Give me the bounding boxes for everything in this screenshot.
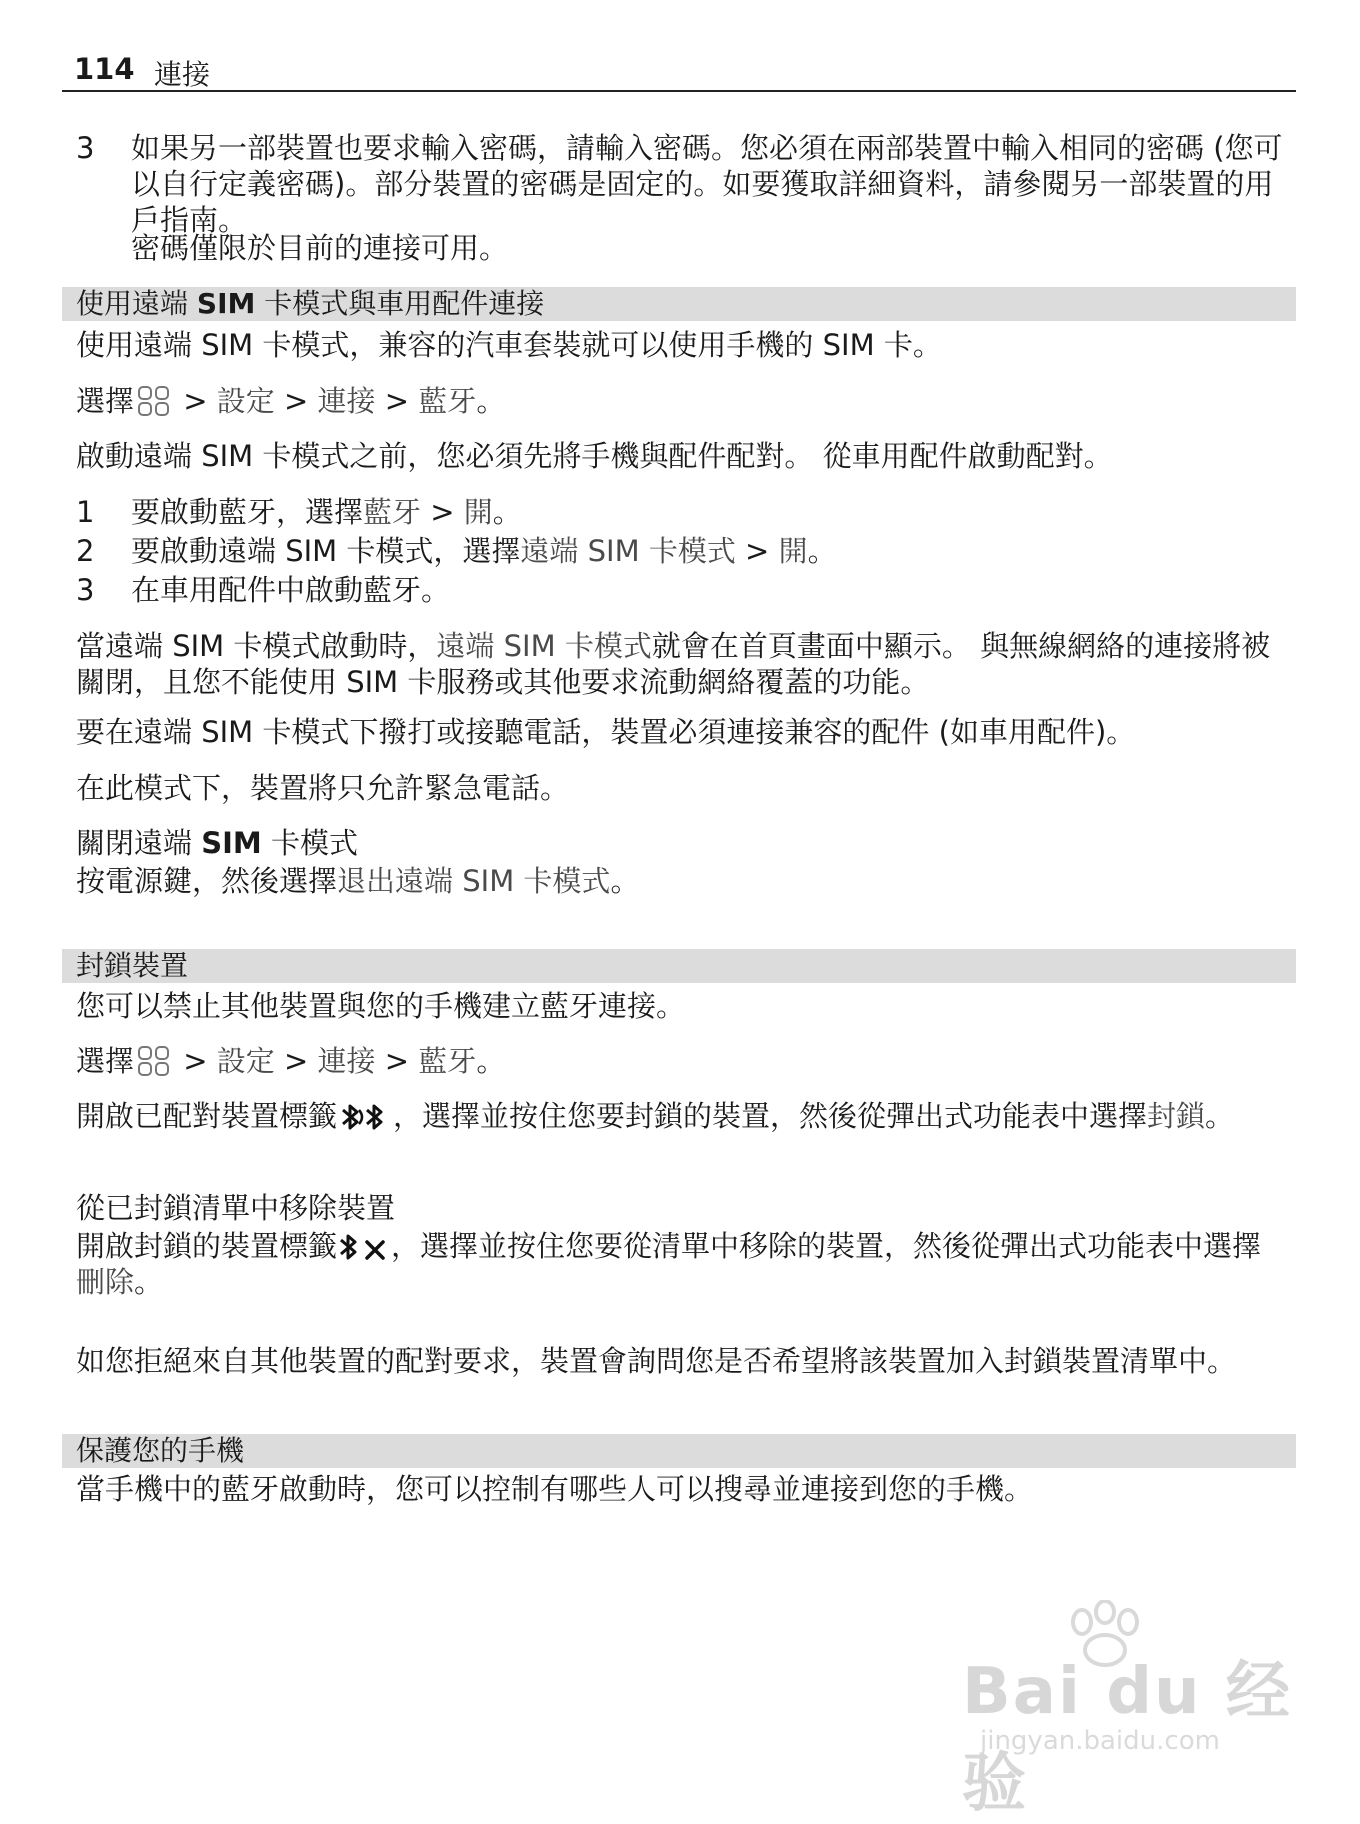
section-title: 封鎖裝置 — [76, 949, 189, 982]
path-connectivity: 連接 — [317, 384, 376, 418]
sim-emergency-text: 在此模式下，裝置將只允許緊急電話。 — [76, 771, 570, 805]
step-number: 2 — [76, 534, 95, 568]
menu-icon — [136, 385, 172, 417]
step-text: 如果另一部裝置也要求輸入密碼，請輸入密碼。您必須在兩部裝置中輸入相同的密碼 (您可以自行定義密碼)。部分裝置的密碼是固定的。如要獲取詳細資料，請參閱另一部裝置的用戶指南。 — [131, 131, 1283, 237]
step-note: 密碼僅限於目前的連接可用。 — [131, 231, 509, 265]
path-bluetooth: 藍牙 — [418, 384, 477, 418]
sim-intro: 使用遠端 SIM 卡模式，兼容的汽車套裝就可以使用手機的 SIM 卡。 — [76, 328, 942, 362]
block-intro: 您可以禁止其他裝置與您的手機建立藍牙連接。 — [76, 989, 686, 1023]
settings-path: 選擇 > 設定 > 連接 > 藍牙。 — [76, 1044, 506, 1078]
subheading-remove-blocked: 從已封鎖清單中移除裝置 — [76, 1191, 396, 1225]
settings-path: 選擇 > 設定 > 連接 > 藍牙。 — [76, 384, 506, 418]
section-bar-protect-phone — [62, 1434, 1296, 1468]
menu-icon — [136, 1045, 172, 1077]
section-title: 使用遠端 SIM 卡模式與車用配件連接 — [76, 287, 545, 320]
section-bar-block-devices — [62, 949, 1296, 983]
sim-calls-text: 要在遠端 SIM 卡模式下撥打或接聽電話，裝置必須連接兼容的配件 (如車用配件)。 — [76, 715, 1136, 749]
blocked-devices-bluetooth-icon — [337, 1232, 391, 1262]
step-number: 3 — [76, 573, 95, 607]
step-number: 1 — [76, 495, 95, 529]
path-settings: 設定 — [216, 384, 275, 418]
baidu-watermark — [940, 1600, 1300, 1821]
step-text: 要啟動遠端 SIM 卡模式，選擇遠端 SIM 卡模式 > 開。 — [131, 534, 837, 568]
page-header — [62, 50, 1296, 92]
watermark-brand: Bai du 经验 — [962, 1655, 1292, 1821]
section-bar-remote-sim — [62, 287, 1296, 321]
paired-devices-bluetooth-icon — [337, 1102, 393, 1132]
step-text: 要啟動藍牙，選擇藍牙 > 開。 — [131, 495, 522, 529]
remove-blocked-text: 開啟封鎖的裝置標籤 ，選擇並按住您要從清單中移除的裝置，然後從彈出式功能表中選擇刪除。 — [76, 1229, 1262, 1299]
subheading-close-remote-sim: 關閉遠端 SIM 卡模式 — [76, 826, 358, 860]
step-text: 在車用配件中啟動藍牙。 — [131, 573, 451, 607]
open-paired-tab-text: 開啟已配對裝置標籤 ，選擇並按住您要封鎖的裝置，然後從彈出式功能表中選擇封鎖。 — [76, 1099, 1235, 1133]
section-title: 保護您的手機 — [76, 1434, 245, 1467]
watermark-url: jingyan.baidu.com — [980, 1726, 1220, 1756]
sim-active-text: 當遠端 SIM 卡模式啟動時，遠端 SIM 卡模式就會在首頁畫面中顯示。 與無線網絡的連接將被關閉，且您不能使用 SIM 卡服務或其他要求流動網絡覆蓋的功能。 — [76, 629, 1271, 699]
page-number: 114 — [74, 52, 135, 86]
close-remote-sim-text: 按電源鍵，然後選擇退出遠端 SIM 卡模式。 — [76, 864, 640, 898]
reject-pairing-text: 如您拒絕來自其他裝置的配對要求，裝置會詢問您是否希望將該裝置加入封鎖裝置清單中。 — [76, 1344, 1237, 1378]
step-number: 3 — [76, 131, 95, 165]
sim-before: 啟動遠端 SIM 卡模式之前，您必須先將手機與配件配對。 從車用配件啟動配對。 — [76, 439, 1113, 473]
chapter-title: 連接 — [154, 58, 211, 91]
protect-text: 當手機中的藍牙啟動時，您可以控制有哪些人可以搜尋並連接到您的手機。 — [76, 1472, 1034, 1506]
